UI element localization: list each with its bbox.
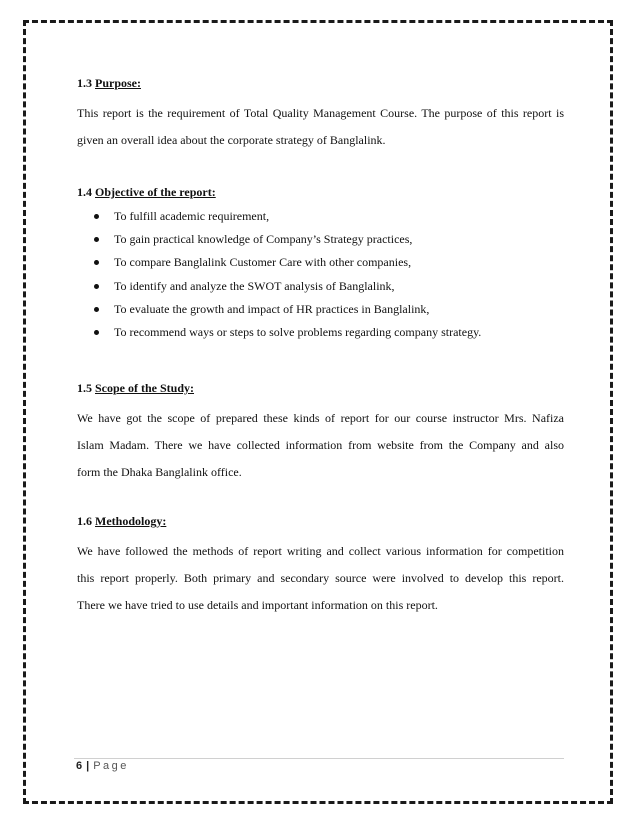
section-title: Purpose: [95,76,141,90]
bullet-icon [94,284,99,289]
paragraph-line: form the Dhaka Banglalink office. [77,465,242,479]
bullet-icon [94,307,99,312]
section-number: 1.6 [77,514,92,528]
list-item [77,228,564,251]
section-heading-methodology [77,514,166,529]
list-item [77,251,564,274]
section-number: 1.3 [77,76,92,90]
list-item [77,298,564,321]
section-title: Methodology: [95,514,167,528]
list-item-text: To identify and analyze the SWOT analysis of Banglalink, [114,278,395,293]
methodology-paragraph [77,538,564,619]
footer-divider [74,758,564,759]
paragraph-line: This report is the requirement of Total Quality Management Course. The purpose of this report is [77,106,564,120]
list-item [77,275,564,298]
bullet-icon [94,237,99,242]
bullet-icon [94,214,99,219]
section-number: 1.5 [77,381,92,395]
scope-paragraph [77,405,564,486]
list-item [77,205,564,228]
list-item-text: To gain practical knowledge of Company’s Strategy practices, [114,232,413,247]
paragraph-line: We have followed the methods of report writing and collect various information for competition [77,544,564,558]
list-item-text: To evaluate the growth and impact of HR practices in Banglalink, [114,301,430,316]
list-item-text: To compare Banglalink Customer Care with other companies, [114,255,412,270]
footer-separator: | [86,760,90,772]
section-heading-objective [77,185,216,200]
bullet-icon [94,260,99,265]
list-item-text: To recommend ways or steps to solve problems regarding company strategy. [114,324,482,339]
section-heading-scope [77,381,194,396]
page-label: Page [93,760,129,772]
paragraph-line: Islam Madam. There we have collected information from website from the Company and also [77,438,564,452]
page-number: 6 [76,760,83,772]
purpose-paragraph [77,100,564,154]
section-heading-purpose [77,76,141,91]
list-item-text: To fulfill academic requirement, [114,209,270,223]
bullet-icon [94,330,99,335]
paragraph-line: We have got the scope of prepared these kinds of report for our course instructor Mrs. Nafiza [77,411,564,425]
paragraph-line: There we have tried to use details and important information on this report. [77,598,438,612]
list-item [77,321,564,344]
paragraph-line: this report properly. Both primary and secondary source were involved to develop this report. [77,571,564,585]
page-footer [76,760,129,772]
objective-list [77,205,564,344]
section-title: Scope of the Study: [95,381,195,395]
section-number: 1.4 [77,185,92,199]
section-title: Objective of the report: [95,185,216,199]
paragraph-line: given an overall idea about the corporate strategy of Banglalink. [77,133,386,147]
